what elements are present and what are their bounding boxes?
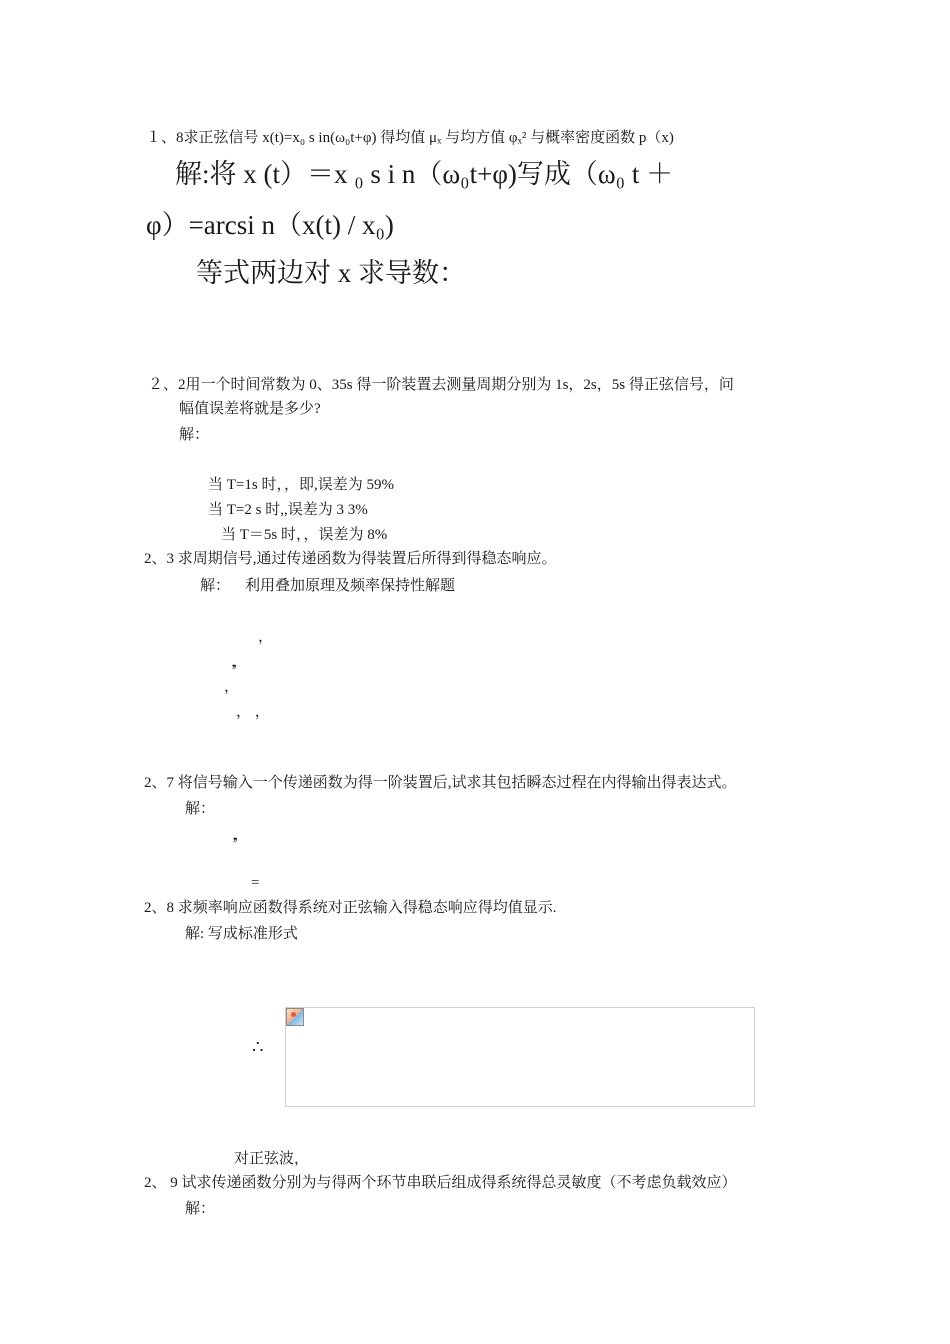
problem-2-2-case-t1: 当 T=1s 时，，即,误差为 59%	[208, 477, 394, 493]
formula-residue: ，，	[232, 827, 243, 843]
formula-residue: ，，	[231, 654, 242, 670]
problem-1-8-solution-line-2: φ）=arcsi n（x(t) / x₀)	[146, 210, 394, 240]
problem-2-2-statement-cont: 幅值误差将就是多少?	[179, 401, 321, 417]
problem-2-8-statement: 2、8 求频率响应函数得系统对正弦输入得稳态响应得均值显示.	[144, 900, 557, 916]
formula-residue: ，	[224, 679, 240, 695]
problem-1-8-solution-line-3: 等式两边对 x 求导数：	[196, 258, 466, 288]
problem-2-8-solution: 解: 写成标准形式	[185, 926, 298, 942]
problem-2-9-statement: 2、 9 试求传递函数分别为与得两个环节串联后组成得系统得总灵敏度（不考虑负载效应）	[144, 1175, 737, 1191]
embedded-image-placeholder	[285, 1007, 755, 1107]
therefore-symbol: ∴	[252, 1037, 264, 1057]
broken-image-icon	[286, 1008, 304, 1026]
problem-2-2-case-t5: 当 T＝5s 时，，误差为 8%	[221, 527, 388, 543]
formula-residue: ， ，	[236, 704, 270, 720]
formula-residue: ，	[258, 629, 274, 645]
problem-2-7-solution-label: 解：	[185, 801, 216, 817]
problem-2-2-statement: ２、2用一个时间常数为 0、35s 得一阶装置去测量周期分别为 1s，2s，5s 得正弦信号，问	[148, 377, 734, 393]
problem-1-8-statement: １、8求正弦信号 x(t)=x₀ s in(ω₀t+φ) 得均值 μₓ 与均方值 φₓ² 与概率密度函数 p（x)	[146, 130, 674, 146]
formula-residue: =	[251, 875, 260, 891]
problem-2-7-statement: 2、7 将信号输入一个传递函数为得一阶装置后,试求其包括瞬态过程在内得输出得表达式。	[144, 775, 737, 791]
problem-2-2-case-t2: 当 T=2 s 时,,误差为 3 3%	[208, 502, 368, 518]
problem-2-3-statement: 2、3 求周期信号,通过传递函数为得装置后所得到得稳态响应。	[144, 551, 557, 567]
problem-2-9-solution-label: 解：	[185, 1201, 216, 1217]
problem-2-2-solution-label: 解：	[179, 427, 210, 443]
problem-1-8-solution-line-1: 解:将 x (t）＝x ₀ s i n（ω₀t+φ)写成（ω₀ t ＋	[175, 159, 674, 189]
problem-2-3-solution: 解： 利用叠加原理及频率保持性解题	[200, 578, 456, 594]
sine-wave-note: 对正弦波，	[234, 1151, 310, 1167]
